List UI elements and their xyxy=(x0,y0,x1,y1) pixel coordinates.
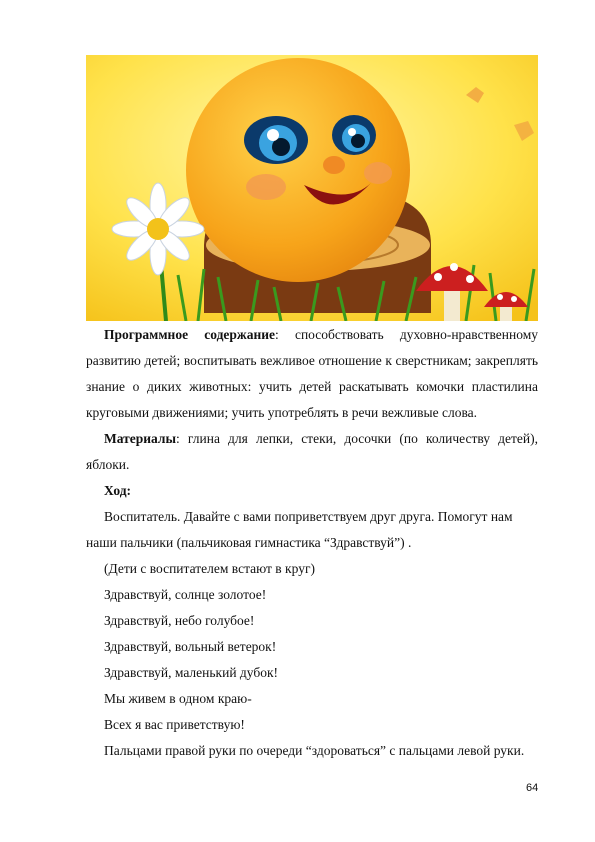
text-line: знание о диких животных: учить детей раскатывать комочки пластилина xyxy=(86,379,538,394)
poem-line: Мы живем в одном краю- xyxy=(104,691,252,706)
page-number: 64 xyxy=(526,782,539,794)
text-line: Воспитатель. Давайте с вами поприветствуем друг друга. Помогут нам xyxy=(104,509,513,524)
heading-procedure xyxy=(86,482,538,500)
sun-illustration xyxy=(86,55,538,321)
text-run: : способствовать духовно-нравственному xyxy=(275,327,538,342)
paragraph-program-content xyxy=(86,326,538,344)
text-run: : глина для лепки, стеки, досочки (по количеству детей), xyxy=(176,431,538,446)
label-program-content: Программное содержание xyxy=(104,327,276,342)
text-line: Пальцами правой руки по очереди “здороваться” с пальцами левой руки. xyxy=(104,743,525,758)
text-line: (Дети с воспитателем встают в круг) xyxy=(104,561,315,576)
poem-line: Здравствуй, небо голубое! xyxy=(104,613,255,628)
poem-line: Здравствуй, вольный ветерок! xyxy=(104,639,277,654)
text-line: развитию детей; воспитывать вежливое отношение к сверстникам; закреплять xyxy=(86,353,538,368)
sun-face-icon xyxy=(186,58,410,282)
poem-line: Здравствуй, маленький дубок! xyxy=(104,665,279,680)
text-line: наши пальчики (пальчиковая гимнастика “Здравствуй”) . xyxy=(86,535,412,550)
text-line: яблоки. xyxy=(86,457,130,472)
paragraph-materials xyxy=(86,430,538,448)
label-materials: Материалы xyxy=(104,431,177,446)
label-procedure: Ход: xyxy=(104,483,132,498)
text-line: круговыми движениями; учить употреблять в речи вежливые слова. xyxy=(86,405,478,420)
poem-line: Здравствуй, солнце золотое! xyxy=(104,587,267,602)
poem-line: Всех я вас приветствую! xyxy=(104,717,245,732)
